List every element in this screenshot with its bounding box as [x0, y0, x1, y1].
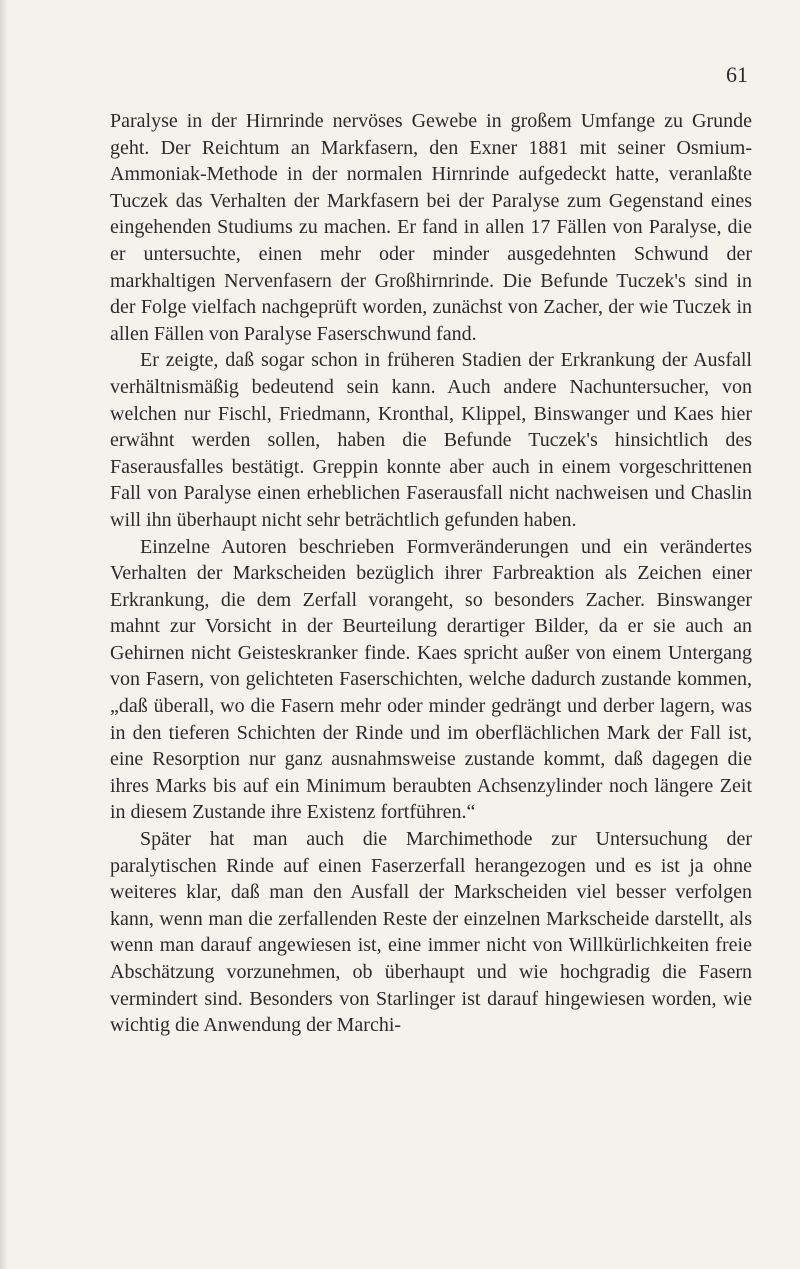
paragraph-2: Er zeigte, daß sogar schon in früheren Stadien der Erkrankung der Ausfall verhältnismäßig bedeutend sein kann. Auch andere Nachuntersucher, von welchen nur Fischl, Friedmann, Kronthal, Klippel, Binswanger und Kaes hier erwähnt werden sollen, haben die Befunde Tuczek's hinsichtlich des Faserausfalles bestätigt. Greppin konnte aber auch in einem vorgeschrittenen Fall von Paralyse einen erheblichen Faserausfall nicht nachweisen und Chaslin will ihn überhaupt nicht sehr beträchtlich gefunden haben.	[110, 349, 752, 531]
body-text	[110, 108, 752, 1039]
paragraph-4: Später hat man auch die Marchimethode zur Untersuchung der paralytischen Rinde auf einen Faserzerfall herangezogen und es ist ja ohne weiteres klar, daß man den Ausfall der Markscheiden viel besser verfolgen kann, wenn man die zerfallenden Reste der einzelnen Markscheide darstellt, als wenn man darauf angewiesen ist, eine immer nicht von Willkürlichkeiten freie Abschätzung vorzunehmen, ob überhaupt und wie hochgradig die Fasern vermindert sind. Besonders von Starlinger ist darauf hingewiesen worden, wie wichtig die Anwendung der Marchi-	[110, 828, 752, 1037]
page-number: 61	[726, 62, 748, 87]
paragraph-3: Einzelne Autoren beschrieben Formveränderungen und ein verändertes Verhalten der Markscheiden bezüglich ihrer Farbreaktion als Zeichen einer Erkrankung, die dem Zerfall vorangeht, so besonders Zacher. Binswanger mahnt zur Vorsicht in der Beurteilung derartiger Bilder, da er sie auch an Gehirnen nicht Geisteskranker finde. Kaes spricht außer von einem Untergang von Fasern, von gelichteten Faserschichten, welche dadurch zustande kommen, „daß überall, wo die Fasern mehr oder minder gedrängt und derber lagern, was in den tieferen Schichten der Rinde und im oberflächlichen Mark der Fall ist, eine Resorption nur ganz ausnahmsweise zustande kommt, daß dagegen die ihres Marks bis auf ein Minimum beraubten Achsenzylinder noch längere Zeit in diesem Zustande ihre Existenz fortführen.“	[110, 535, 752, 824]
paragraph-1: Paralyse in der Hirnrinde nervöses Gewebe in großem Umfange zu Grunde geht. Der Reichtum an Markfasern, den Exner 1881 mit seiner Osmium-Ammoniak-Methode in der normalen Hirnrinde aufgedeckt hatte, veranlaßte Tuczek das Verhalten der Markfasern bei der Paralyse zum Gegenstand eines eingehenden Studiums zu machen. Er fand in allen 17 Fällen von Paralyse, die er untersuchte, einen mehr oder minder ausgedehnten Schwund der markhaltigen Nervenfasern der Großhirnrinde. Die Befunde Tuczek's sind in der Folge vielfach nachgeprüft worden, zunächst von Zacher, der wie Tuczek in allen Fällen von Paralyse Faserschwund fand.	[110, 110, 752, 345]
page-edge-shadow	[0, 0, 8, 1269]
